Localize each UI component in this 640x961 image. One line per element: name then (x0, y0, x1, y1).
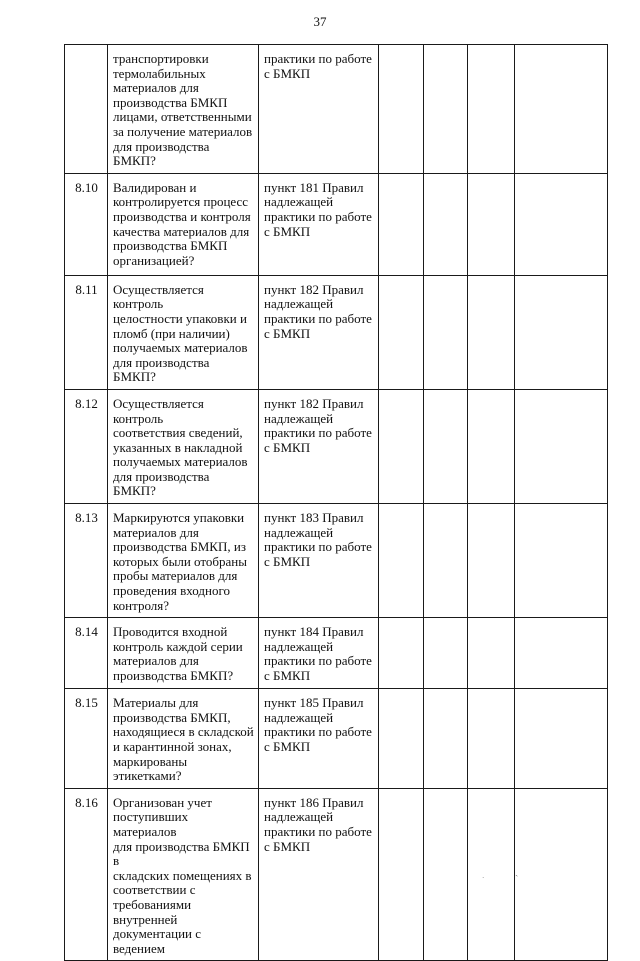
item-number: 8.14 (75, 624, 98, 640)
table-row (65, 389, 608, 503)
note-cell (515, 504, 608, 618)
reference-cell (259, 504, 379, 618)
answer-yes-cell (379, 275, 424, 389)
table-row (65, 275, 608, 389)
item-number-cell (65, 389, 108, 503)
question-text: Осуществляется контроль соответствия сведений, указанных в накладной получаемых материалов для производства БМКП? (113, 395, 248, 499)
reference-cell (259, 389, 379, 503)
not-applicable-cell (468, 275, 515, 389)
reference-text: пункт 182 Правил надлежащей практики по работе с БМКП (264, 395, 372, 455)
question-cell (108, 389, 259, 503)
note-cell (515, 618, 608, 689)
question-cell (108, 173, 259, 275)
question-cell (108, 788, 259, 961)
question-text: Маркируются упаковки материалов для производства БМКП, из которых были отобраны пробы материалов для проведения входного контроля? (113, 510, 247, 613)
not-applicable-cell (468, 504, 515, 618)
checklist-table (64, 44, 608, 961)
answer-yes-cell (379, 689, 424, 789)
answer-no-cell (424, 504, 468, 618)
scan-artifact-mark: · (482, 874, 485, 882)
scan-artifact-mark: ˎ (515, 866, 519, 877)
question-cell (108, 504, 259, 618)
item-number-cell (65, 275, 108, 389)
reference-cell (259, 689, 379, 789)
question-cell (108, 275, 259, 389)
item-number: 8.16 (75, 794, 98, 810)
question-cell (108, 689, 259, 789)
reference-cell (259, 45, 379, 174)
reference-cell (259, 618, 379, 689)
question-text: транспортировки термолабильных материалов для производства БМКП лицами, ответственными за получение материалов для производства БМКП? (113, 51, 253, 169)
reference-text: пункт 181 Правил надлежащей практики по работе с БМКП (264, 179, 372, 239)
not-applicable-cell (468, 173, 515, 275)
note-cell (515, 173, 608, 275)
table-row (65, 173, 608, 275)
note-cell (515, 689, 608, 789)
note-cell (515, 45, 608, 174)
table-row (65, 504, 608, 618)
item-number-cell (65, 45, 108, 174)
item-number: 8.15 (75, 695, 98, 711)
answer-yes-cell (379, 389, 424, 503)
question-text: Материалы для производства БМКП, находящиеся в складской и карантинной зонах, маркированы этикетками? (113, 695, 254, 784)
answer-yes-cell (379, 504, 424, 618)
table-row (65, 45, 608, 174)
note-cell (515, 389, 608, 503)
question-text: Валидирован и контролируется процесс производства и контроля качества материалов для производства БМКП организацией? (113, 179, 251, 268)
table-row (65, 689, 608, 789)
question-text: Осуществляется контроль целостности упаковки и пломб (при наличии) получаемых материалов для производства БМКП? (113, 281, 248, 385)
question-cell (108, 618, 259, 689)
reference-text: пункт 182 Правил надлежащей практики по работе с БМКП (264, 281, 372, 341)
item-number: 8.10 (75, 179, 98, 195)
answer-no-cell (424, 788, 468, 961)
question-text: Организован учет поступивших материалов для производства БМКП в складских помещениях в соответствии с требованиями внутренней документации с ведением (113, 794, 252, 956)
reference-text: пункт 184 Правил надлежащей практики по работе с БМКП (264, 624, 372, 683)
item-number-cell (65, 618, 108, 689)
note-cell (515, 788, 608, 961)
reference-cell (259, 275, 379, 389)
answer-no-cell (424, 275, 468, 389)
item-number-cell (65, 173, 108, 275)
answer-yes-cell (379, 618, 424, 689)
question-cell (108, 45, 259, 174)
reference-cell (259, 173, 379, 275)
not-applicable-cell (468, 788, 515, 961)
table-row (65, 618, 608, 689)
item-number: 8.13 (75, 510, 98, 526)
question-text: Проводится входной контроль каждой серии материалов для производства БМКП? (113, 624, 243, 683)
table-row (65, 788, 608, 961)
item-number: 8.11 (75, 281, 98, 297)
not-applicable-cell (468, 389, 515, 503)
reference-text: пункт 186 Правил надлежащей практики по работе с БМКП (264, 794, 372, 854)
answer-yes-cell (379, 45, 424, 174)
answer-no-cell (424, 45, 468, 174)
answer-no-cell (424, 618, 468, 689)
reference-text: пункт 183 Правил надлежащей практики по работе с БМКП (264, 510, 372, 569)
answer-no-cell (424, 389, 468, 503)
item-number-cell (65, 504, 108, 618)
note-cell (515, 275, 608, 389)
reference-text: практики по работе с БМКП (264, 51, 372, 81)
item-number: 8.12 (75, 395, 98, 411)
answer-yes-cell (379, 173, 424, 275)
item-number-cell (65, 788, 108, 961)
reference-text: пункт 185 Правил надлежащей практики по работе с БМКП (264, 695, 372, 754)
page-number: 37 (313, 14, 327, 29)
reference-cell (259, 788, 379, 961)
answer-yes-cell (379, 788, 424, 961)
not-applicable-cell (468, 45, 515, 174)
item-number-cell (65, 689, 108, 789)
answer-no-cell (424, 173, 468, 275)
answer-no-cell (424, 689, 468, 789)
not-applicable-cell (468, 618, 515, 689)
not-applicable-cell (468, 689, 515, 789)
